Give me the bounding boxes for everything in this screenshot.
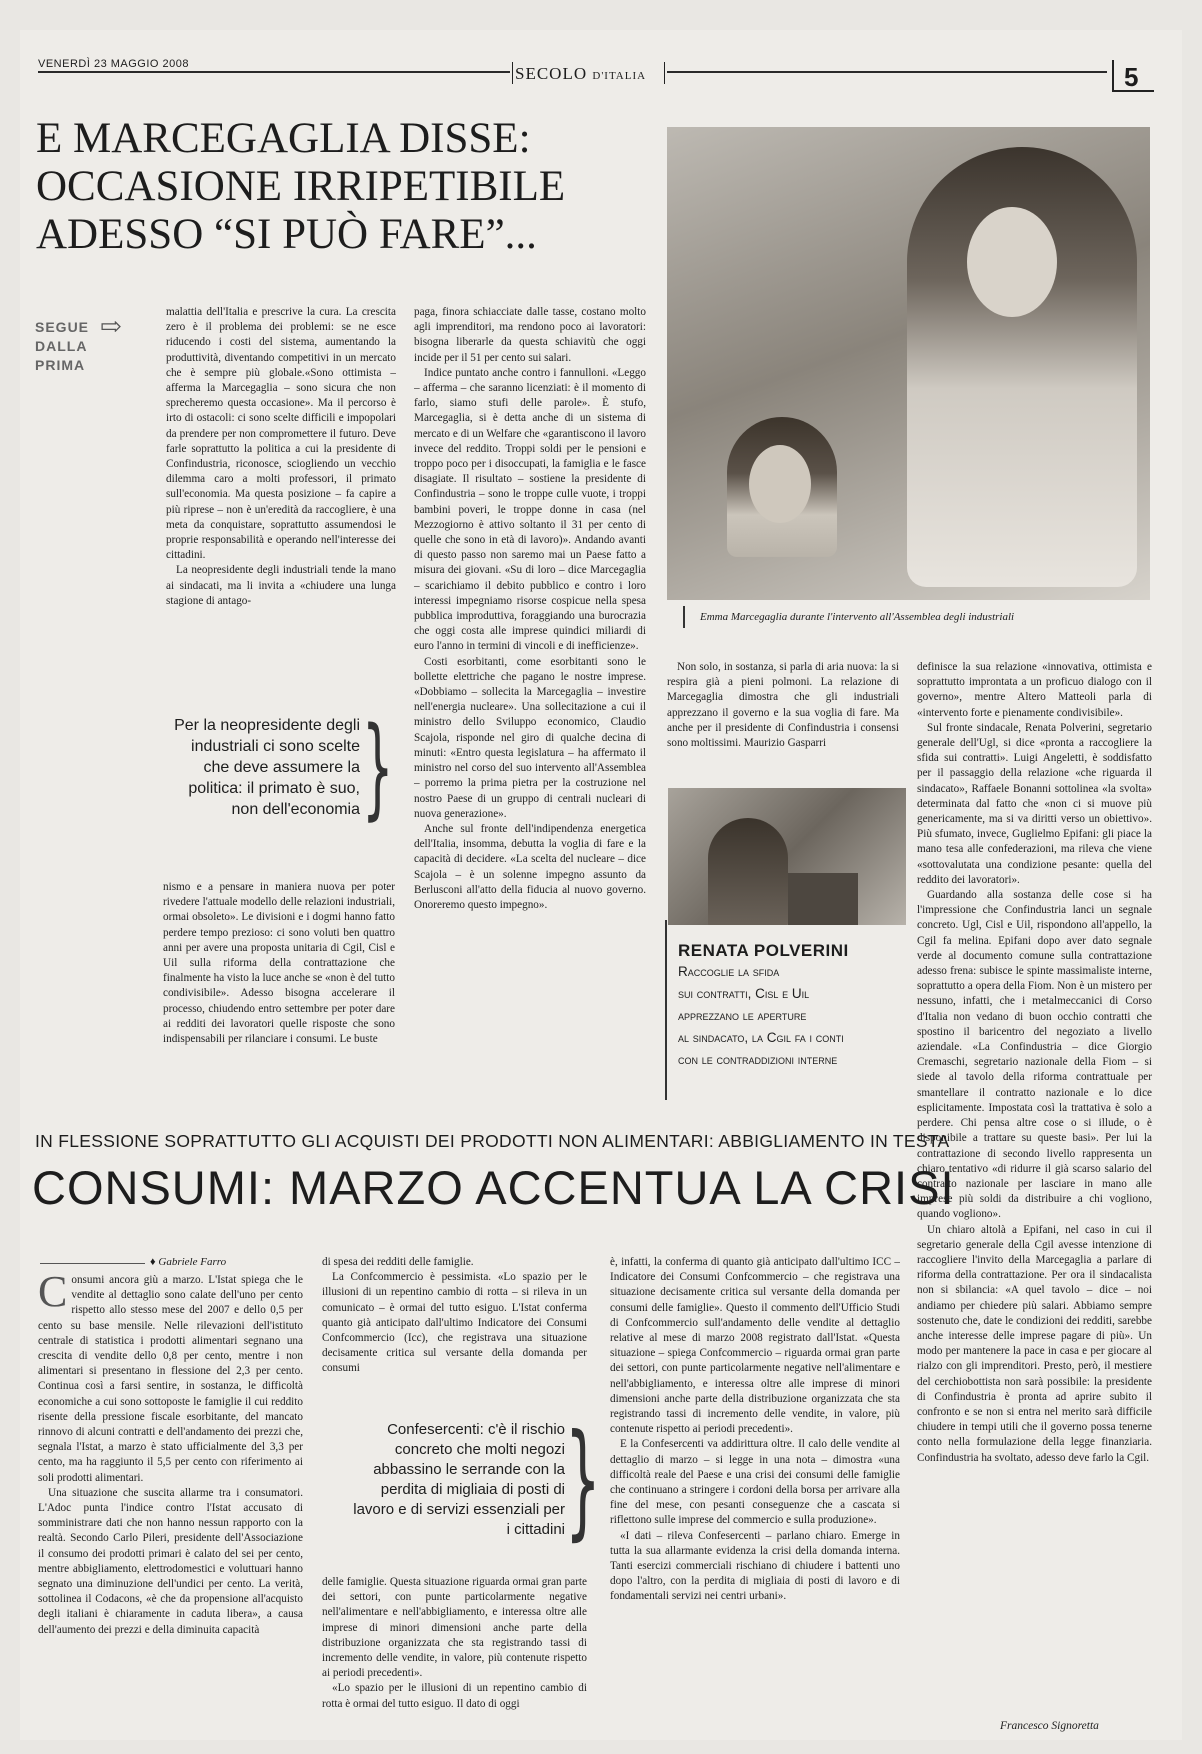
marcegaglia-photo — [667, 127, 1150, 600]
byline-rule — [40, 1263, 145, 1264]
arrow-right-icon: ⇨ — [100, 312, 122, 341]
header-bar-right — [664, 62, 665, 84]
article2-kicker: IN FLESSIONE SOPRATTUTTO GLI ACQUISTI DEI PRODOTTI NON ALIMENTARI: ABBIGLIAMENTO IN TESTA — [35, 1131, 950, 1151]
header-bar-left — [512, 62, 513, 84]
article1-col4: definisce la sua relazione «innovativa, ottimista e soprattutto improntata a un proficuo dialogo con il governo», mentre Altero Matteoli parla di «intervento forte e pienamente condivisibile». Sul fronte sindacale, Renata Polverini, segretario generale dell'Ugl, si dice «pronta a raccogliere la sfida sui contratti». Luigi Angeletti, è soddisfatto per il passaggio della relazione «che riguarda il sindacato», Raffaele Bonanni sottolinea «la svolta» determinata dal fatto che «non ci si muove più genericamente, ma si va diritti verso un obiettivo». Più sfumato, invece, Guglielmo Epifani: gli piace la mano tesa alle confederazioni, ma rileva che viene «sottovalutata una condizione pesante: quella del reddito dei lavoratori». Guardando alla sostanza delle cose si ha l'impressione che Confindustria lanci un segnale concreto. Ugl, Cisl e Uil, rispondono all'appello, la Cgil fa melina. Epifani dopo aver dato segnale verde al documento comune sulla contrattazione adesso frena: subisce le spinte massimaliste interne, soprattutto a opera della Fiom. Non è un mistero per nessuno, infatti, che i metalmeccanici di Corso d'Italia non vedano di buon occhio contratti che spostino il baricentro del negoziato a livello aziendale. «La Confindustria – dice Giorgio Cremaschi, segretario nazionale della Fiom – si siede al tavolo della riforma contrattuale per smantellare il contratto nazionale e lo dice esplicitamente. Impostata così la trattativa è solo a perdere. Chi pensa altre cose o si illude, o è disponibile a trattare su queste basi». Per lui la contrattazione di secondo livello rappresenta un chiaro tentativo «di ridurre il già scarso salario del contratto nazionale per lasciare in mano alle imprese più soldi da distribuire a chi vogliono, quando vogliono». Un chiaro altolà a Epifani, nel caso in cui il segretario generale della Cgil avesse intenzione di raccogliere l'invito della Marcegaglia a parlare di riforma della contrattazione. Per ora il sindacalista non si sbilancia: «A quel tavolo – dice – noi andiamo per chiedere più salari. Abbiamo sempre sostenuto che, date le condizioni dei redditi, sarebbe anche interesse delle imprese pagare di più». Un modo per mantenere la pace in casa e per giocare al rialzo con gli imprenditori. Presto, però, il mestiere del cerchiobottista non sarà possibile: la presidente di Confindustria è pronta ad aprire subito il confronto e se non si entra nel merito sarà difficile chiudere in tempi utili che il governo possa tenerne conto nella formulazione della legge finanziaria. Confindustria ha svoltato, adesso deve farlo la Cgil. — [917, 661, 1152, 1464]
article2-headline: CONSUMI: MARZO ACCENTUA LA CRISI — [32, 1161, 955, 1214]
photo-face-small — [749, 445, 811, 523]
segue-dalla-prima: SEGUE DALLA PRIMA — [35, 319, 90, 373]
page-number: 5 — [1124, 62, 1139, 92]
headline-line-1: E MARCEGAGLIA DISSE: — [36, 115, 531, 162]
signature: Francesco Signoretta — [1000, 1720, 1099, 1732]
photo-caption: Emma Marcegaglia durante l'intervento all'Assemblea degli industriali — [700, 611, 1015, 623]
photo-face-large — [967, 207, 1057, 317]
brace-icon: } — [362, 703, 394, 831]
article1-col3: Non solo, in sostanza, si parla di aria nuova: la si respira già a pieni polmoni. La relazione di Marcegaglia dimostra che gli industriali apprezzano il governo e la sua voglia di fare. Ma anche per il presidente di Confindustria i consensi sono moltissimi. Maurizio Gasparri — [667, 661, 899, 750]
pullquote-2: Confesercenti: c'è il rischio concreto che molti negozi abbassino le serrande con la perdita di migliaia di posti di lavoro e di servizi essenziali per i cittadini — [353, 1421, 565, 1538]
dropcap: C — [38, 1273, 68, 1316]
brace-icon-2: } — [565, 1408, 601, 1553]
header-rule-left — [38, 71, 510, 73]
byline: ♦ Gabriele Farro — [150, 1256, 227, 1268]
box-title: RENATA POLVERINI — [678, 941, 849, 960]
pullquote-1: Per la neopresidente degli industriali ci sono scelte che deve assumere la politica: il primato è suo, non dell'economia — [174, 717, 360, 818]
newspaper-name: SECOLO D'ITALIA — [515, 64, 647, 83]
article1-col1-top: malattia dell'Italia e prescrive la cura. La crescita zero è il problema dei problemi: se ne esce riducendo i costi del sistema, aumentando la produttività, diventando competitivi in un mercato che è sempre più globale.«Sono ottimista – afferma la Marcegaglia – sono sicura che non sprecheremo questa occasione». Ma il percorso è irto di ostacoli: ci sono scelte difficili e impopolari da prendere per non compromettere il futuro. Deve farle soprattutto la politica a cui la presidente di Confindustria, riconosce, sciogliendo un vecchio dilemma caro a molti professori, il primato sull'economia. Ma questa posizione – fa capire a più riprese – non è un'eredità da raccogliere, è una meta da conquistare, soprattutto assumendosi le proprie responsabilità e operando nell'interesse dei cittadini. La neopresidente degli industriali tende la mano ai sindacati, ma li invita a «chiudere una lunga stagione di antago- — [166, 306, 396, 607]
polverini-box — [664, 925, 910, 1093]
article2-col3: è, infatti, la conferma di quanto già anticipato dall'ultimo ICC – Indicatore dei Consumi Confcommercio – che registrava una situazione decisamente critica sul versante della domanda per consumi delle famiglie». Questo il commento dell'Ufficio Studi di Confcommercio sull'andamento delle vendite al dettaglio relative al mese di marzo 2008 registrato dall'Istat. «Questa situazione – spiega Confcommercio – riguarda ormai gran parte dei settori, con punte particolarmente negative nell'alimentare e nell'abbigliamento, e interessa oltre alle imprese di minori dimensioni anche parte della distribuzione organizzata che sta registrando tassi di incremento delle vendite, in valore, più contenute rispetto ai periodi precedenti». E la Confesercenti va addirittura oltre. Il calo delle vendite al dettaglio di marzo – si legge in una nota – dimostra «una difficoltà reale del Paese e una crisi dei consumi delle famiglie che continuano a stringere i cordoni della borsa per arrivare alla fine del mese, con pesanti conseguenze che a cascata si riflettono sulle imprese del commercio e sulla produzione». «I dati – rileva Confesercenti – parlano chiaro. Emerge in tutta la sua allarmante evidenza la crisi della domanda interna. Tanti esercizi commerciali rischiano di chiudere i battenti uno dopo l'altro, con la perdita di migliaia di posti di lavoro e di fondamentali servizi nei centri urbani». — [610, 1256, 900, 1603]
issue-date: VENERDÌ 23 MAGGIO 2008 — [38, 58, 189, 70]
caption-rule — [683, 606, 685, 628]
box-text: Raccoglie la sfida sui contratti, Cisl e Uil apprezzano le aperture al sindacato, la Cgil fa i conti con le contraddizioni interne — [678, 964, 844, 1067]
article2-col1: C onsumi ancora giù a marzo. L'Istat spiega che le vendite al dettaglio sono calate dell'uno per cento rispetto allo stesso mese del 2007 e dello 0,5 per cento su base mensile. Nelle rilevazioni dell'istituto centrale di statistica i prodotti alimentari segnano una crescita di vendite dello 0,8 per cento, mentre i non alimentari si presentano in flessione del 2,3 per cento. Continua così a farsi sentire, in sostanza, le difficoltà economiche a cui sono sottoposte le famiglie il cui reddito risente della pressione fiscale esorbitante, del mancato rinnovo di alcuni contratti e dell'andamento dei prezzi che, segnala l'Istat, a marzo è stato ufficialmente del 3,3 per cento, ma ha raggiunto il 5,5 per cento con riferimento ai soli prodotti alimentari. Una situazione che suscita allarme tra i consumatori. L'Adoc punta l'indice contro l'Istat accusato di somministrare dati che non hanno nessun rapporto con la realtà. Secondo Carlo Pileri, presidente dell'Associazione il consumo dei prodotti primari è calato del sei per cento, mentre abbigliamento, elettrodomestici e voluttuari hanno segnato una diminuzione dell'undici per cento. La verità, sottolinea il Codacons, «è che da propensione all'acquisto degli italiani è chiaramente in caduta libera», a causa dell'aumento dei prezzi e della diminuita capacità — [38, 1273, 303, 1636]
article1-col2: paga, finora schiacciate dalle tasse, costano molto agli imprenditori, ma rendono poco ai lavoratori: bisogna liberarle da questa schiavitù che oggi incide per il 51 per cento sui salari. Indice puntato anche contro i fannulloni. «Leggo – afferma – che saranno licenziati: è il momento di farlo, siamo stufi delle parole». È stufo, Marcegaglia, si è detta anche di un sistema di mercato e di un Welfare che «garantiscono il lavoro invece del reddito. Troppi soldi per le pensioni e troppo poco per i disoccupati, la famiglia e le fasce disagiate. Il risultato – sostiene la presidente di Confindustria – sono le troppe culle vuote, i troppi bambini poveri, le troppe donne in casa (nel Mezzogiorno è attivo soltanto il 31 per cento di quelle che sono in età di lavoro)». Andando avanti di questo passo non saremo mai un Paese fatto a misura dei giovani. «Su di loro – dice Marcegaglia – scarichiamo il debito pubblico e contro i loro interessi impegniamo risorse cospicue nella spesa pubblica improduttiva, foraggiando una burocrazia che oggi costa alle imprese quindici miliardi di euro l'anno in termini di vincoli e di inefficienze». Costi esorbitanti, come esorbitanti sono le bollette elettriche che pagano le nostre imprese. «Dobbiamo – sollecita la Marcegaglia – investire nell'energia nucleare». Una sollecitazione a cui il ministro dello Sviluppo economico, Claudio Scajola, risponde nel giro di qualche decina di minuti: «Entro questa legislatura – ha affermato il ministro nel corso del suo intervento all'Assemblea – porremo la prima pietra per la costruzione nel nostro Paese di un gruppo di centrali nucleari di nuova generazione». Anche sul fronte dell'indipendenza energetica dell'Italia, insomma, debutta la voglia di fare e la capacità di decidere. «La scelta del nucleare – dice Scajola – è un solenne impegno assunto da Berlusconi all'atto della fiducia al nuovo governo. Onoreremo questo impegno». — [414, 306, 646, 911]
header-rule-right — [667, 71, 1107, 73]
article1-col1-bottom: nismo e a pensare in maniera nuova per poter rivedere l'attuale modello delle relazioni industriali, ormai obsoleto». Le divisioni e i dogmi hanno fatto perdere tempo prezioso: ci sono voluti ben quattro anni per avere una proposta unitaria di Cgil, Cisl e Uil sulla riforma della contrattazione che finalmente ha visto la luce anche se «non è del tutto condivisibile». Adesso bisogna accelerare il processo, chiudendo entro settembre per poter dare ai redditi dei lavoratori quelle risposte che sono indispensabili per rilanciare i consumi. Le buste — [163, 881, 395, 1046]
article-headline — [36, 115, 636, 259]
article2-col2-top: di spesa dei redditi delle famiglie. La Confcommercio è pessimista. «Lo spazio per le illusioni di un repentino cambio di rotta – si rileva in un comunicato – è ormai del tutto esiguo. L'Istat conferma quanto già anticipato dall'ultimo Indicatore dei Consumi Confcommercio (Icc), che registrava una situazione decisamente critica sul versante della domanda per consumi — [322, 1256, 587, 1375]
photo2-podium — [788, 873, 858, 925]
polverini-photo — [668, 788, 906, 925]
headline-line-2: OCCASIONE IRRIPETIBILE — [36, 163, 566, 210]
article2-col2-bottom: delle famiglie. Questa situazione riguarda ormai gran parte dei settori, con punte particolarmente negative nell'alimentare e nell'abbigliamento, e interessa oltre alle imprese di minori dimensioni anche parte della distribuzione organizzata che sta registrando tassi di incremento delle vendite, in valore, più contenute rispetto ai periodi precedenti». «Lo spazio per le illusioni di un repentino cambio di rotta è ormai del tutto esiguo. Il dato di oggi — [322, 1576, 587, 1710]
photo2-figure — [708, 818, 788, 925]
headline-line-3: ADESSO “SI PUÒ FARE”... — [36, 211, 537, 258]
